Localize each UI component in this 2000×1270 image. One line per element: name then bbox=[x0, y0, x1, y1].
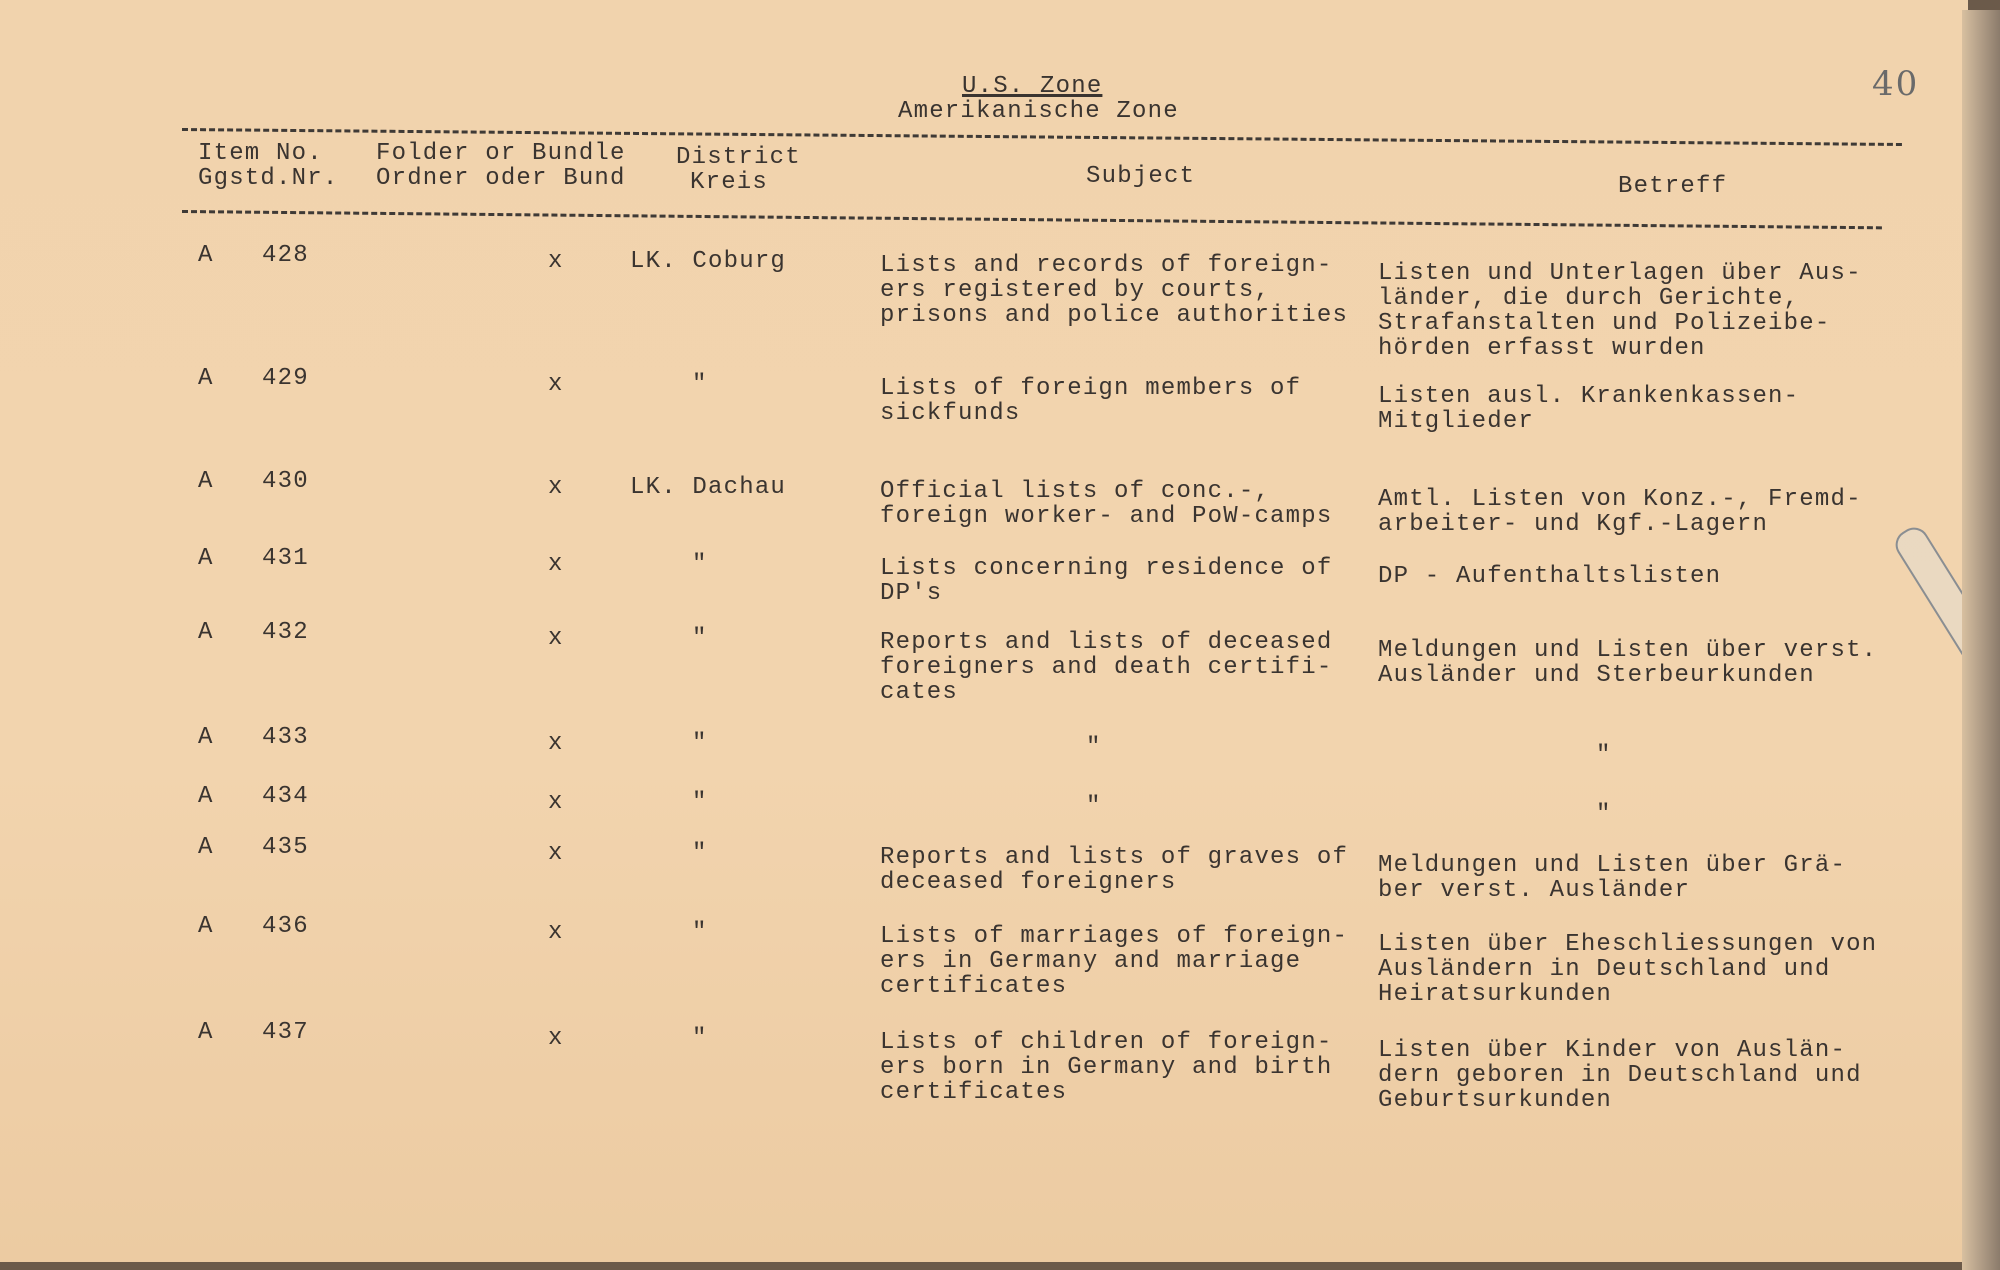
row-number: 436 bbox=[262, 913, 309, 940]
col-subject: Subject bbox=[1086, 163, 1196, 190]
col-district-de: Kreis bbox=[690, 169, 769, 196]
row-district: " bbox=[692, 789, 708, 816]
row-mark: x bbox=[548, 730, 564, 757]
row-district: " bbox=[692, 840, 708, 867]
page-edge bbox=[1962, 10, 2000, 1270]
row-district: " bbox=[692, 919, 708, 946]
col-betreff: Betreff bbox=[1618, 173, 1728, 200]
row-prefix: A bbox=[198, 1019, 214, 1046]
row-prefix: A bbox=[198, 913, 214, 940]
row-betreff: Listen über Kinder von Auslän- dern geboren in Deutschland und Geburtsurkunden bbox=[1378, 1037, 1862, 1114]
col-item-en: Item No. bbox=[198, 140, 323, 167]
col-district-en: District bbox=[676, 144, 801, 171]
row-mark: x bbox=[548, 625, 564, 652]
row-district: LK. Coburg bbox=[630, 248, 787, 275]
row-betreff: Listen und Unterlagen über Aus- länder, die durch Gerichte, Strafanstalten und Polizeibe- hörden erfasst wurden bbox=[1378, 260, 1862, 362]
row-subject: Reports and lists of graves of deceased foreigners bbox=[880, 844, 1349, 896]
row-number: 433 bbox=[262, 724, 309, 751]
row-subject: Official lists of conc.-, foreign worker- and PoW-camps bbox=[880, 478, 1333, 530]
row-betreff: DP - Aufenthaltslisten bbox=[1378, 563, 1722, 590]
col-folder-de: Ordner oder Bund bbox=[376, 165, 626, 192]
row-mark: x bbox=[548, 789, 564, 816]
row-subject: Lists concerning residence of DP's bbox=[880, 555, 1333, 607]
row-number: 434 bbox=[262, 783, 309, 810]
header-divider-bottom bbox=[182, 210, 1882, 229]
col-item-de: Ggstd.Nr. bbox=[198, 165, 339, 192]
row-mark: x bbox=[548, 840, 564, 867]
row-mark: x bbox=[548, 1025, 564, 1052]
row-number: 431 bbox=[262, 545, 309, 572]
row-number: 435 bbox=[262, 834, 309, 861]
row-betreff: Amtl. Listen von Konz.-, Fremd- arbeiter- und Kgf.-Lagern bbox=[1378, 486, 1862, 538]
zone-title-en: U.S. Zone bbox=[962, 73, 1103, 100]
row-betreff: Listen ausl. Krankenkassen- Mitglieder bbox=[1378, 383, 1800, 435]
row-mark: x bbox=[548, 371, 564, 398]
row-betreff: Listen über Eheschliessungen von Ausländern in Deutschland und Heiratsurkunden bbox=[1378, 931, 1878, 1008]
row-mark: x bbox=[548, 248, 564, 275]
row-prefix: A bbox=[198, 619, 214, 646]
row-district: " bbox=[692, 551, 708, 578]
row-number: 437 bbox=[262, 1019, 309, 1046]
row-district: " bbox=[692, 1025, 708, 1052]
row-betreff: Meldungen und Listen über Grä- ber verst. Ausländer bbox=[1378, 852, 1847, 904]
row-number: 432 bbox=[262, 619, 309, 646]
row-prefix: A bbox=[198, 468, 214, 495]
row-prefix: A bbox=[198, 783, 214, 810]
row-mark: x bbox=[548, 474, 564, 501]
row-subject: Lists of marriages of foreign- ers in Germany and marriage certificates bbox=[880, 923, 1349, 1000]
row-mark: x bbox=[548, 919, 564, 946]
row-district: " bbox=[692, 625, 708, 652]
row-subject: Reports and lists of deceased foreigners and death certifi- cates bbox=[880, 629, 1333, 706]
row-prefix: A bbox=[198, 242, 214, 269]
row-betreff: " bbox=[1596, 801, 1612, 828]
zone-title-de: Amerikanische Zone bbox=[898, 98, 1179, 125]
row-number: 430 bbox=[262, 468, 309, 495]
row-number: 429 bbox=[262, 365, 309, 392]
row-district: LK. Dachau bbox=[630, 474, 787, 501]
row-district: " bbox=[692, 371, 708, 398]
row-prefix: A bbox=[198, 365, 214, 392]
row-mark: x bbox=[548, 551, 564, 578]
row-prefix: A bbox=[198, 834, 214, 861]
row-number: 428 bbox=[262, 242, 309, 269]
row-betreff: Meldungen und Listen über verst. Ausländer und Sterbeurkunden bbox=[1378, 637, 1878, 689]
row-subject: Lists of foreign members of sickfunds bbox=[880, 375, 1302, 427]
col-folder-en: Folder or Bundle bbox=[376, 140, 626, 167]
row-subject: Lists and records of foreign- ers registered by courts, prisons and police authorities bbox=[880, 252, 1349, 329]
page-number: 40 bbox=[1872, 64, 1920, 104]
row-prefix: A bbox=[198, 545, 214, 572]
row-prefix: A bbox=[198, 724, 214, 751]
row-subject: " bbox=[1086, 793, 1102, 820]
row-subject: Lists of children of foreign- ers born in Germany and birth certificates bbox=[880, 1029, 1333, 1106]
row-district: " bbox=[692, 730, 708, 757]
row-betreff: " bbox=[1596, 742, 1612, 769]
row-subject: " bbox=[1086, 734, 1102, 761]
